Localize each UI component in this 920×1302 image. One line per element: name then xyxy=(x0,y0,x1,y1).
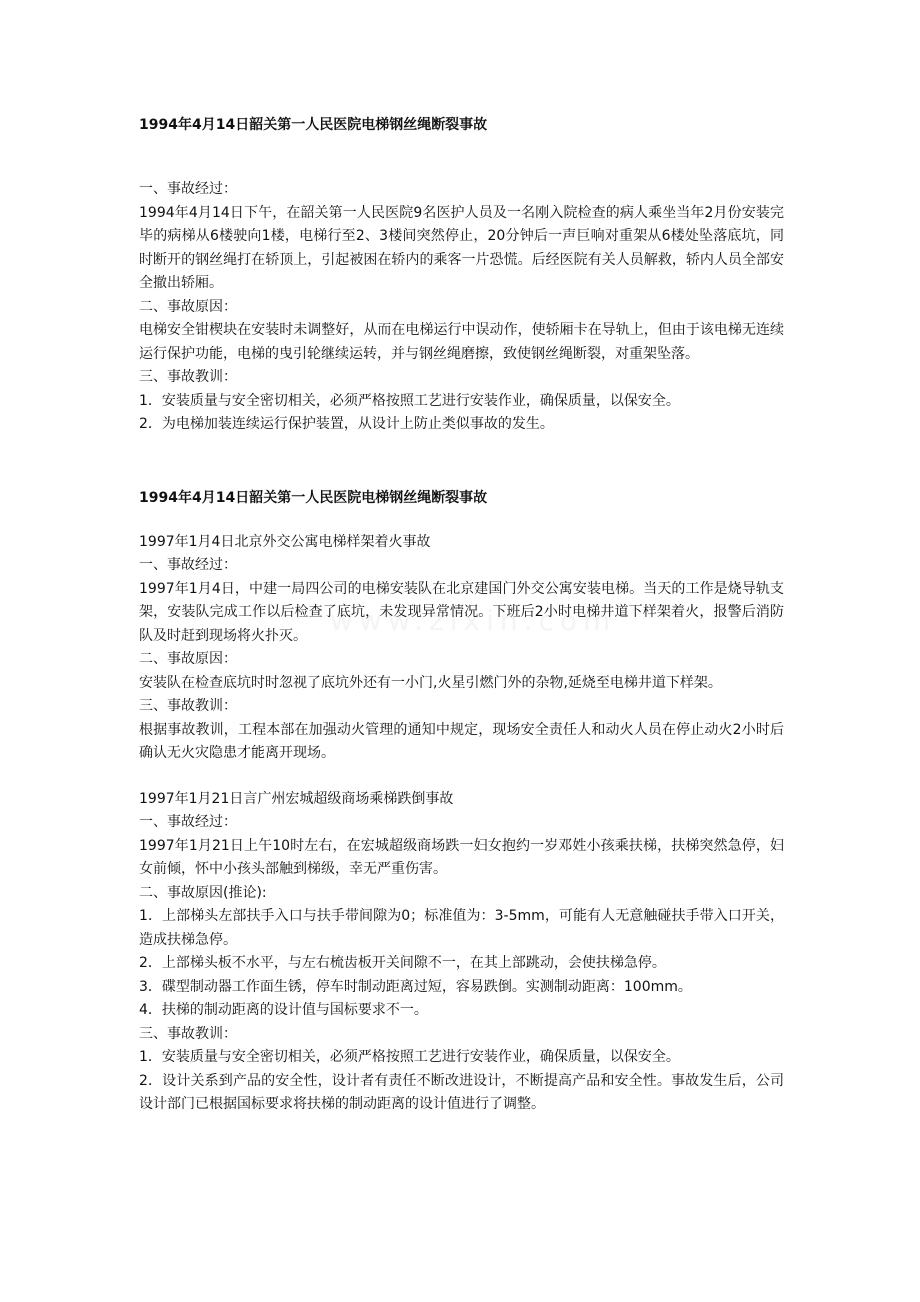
section1-lesson-1: 1．安装质量与安全密切相关，必须严格按照工艺进行安装作业，确保质量，以保安全。 xyxy=(139,392,680,409)
section3-subtitle: 1997年1月21日言广州宏城超级商场乘梯跌倒事故 xyxy=(139,790,454,807)
section2-heading-lesson: 三、事故教训： xyxy=(139,698,237,714)
section1-lesson-2: 2．为电梯加装连续运行保护装置，从设计上防止类似事故的发生。 xyxy=(139,416,554,432)
section3-heading-cause: 二、事故原因(推论): xyxy=(139,884,267,901)
section2-subtitle: 1997年1月4日北京外交公寓电梯样架着火事故 xyxy=(139,533,431,550)
section3-heading-process: 一、事故经过： xyxy=(139,814,237,830)
section1-cause-text: 电梯安全钳楔块在安装时未调整好，从而在电梯运行中误动作，使轿厢卡在导轨上，但由于该电梯无连续运行保护功能，电梯的曳引轮继续运转，并与钢丝绳磨擦，致使钢丝绳断裂，对重架坠落。 xyxy=(139,322,784,362)
section3-heading-lesson: 三、事故教训： xyxy=(139,1025,237,1042)
section3-cause-2: 2．上部梯头板不水平，与左右梳齿板开关间隙不一，在其上部跳动，会使扶梯急停。 xyxy=(139,955,666,971)
document-page xyxy=(139,114,784,1117)
section3-process-text: 1997年1月21日上午10时左右，在宏城超级商场跌一妇女抱约一岁邓姓小孩乘扶梯，扶梯突然急停，妇女前倾，怀中小孩头部触到梯级，幸无严重伤害。 xyxy=(139,837,784,877)
section2-heading-cause: 二、事故原因： xyxy=(139,651,237,667)
section1-title: 1994年4月14日韶关第一人民医院电梯钢丝绳断裂事故 xyxy=(139,117,488,133)
section2-process-text: 1997年1月4日，中建一局四公司的电梯安装队在北京建国门外交公寓安装电梯。当天的工作是烧导轨支架，安装队完成工作以后检查了底坑，未发现异常情况。下班后2小时电梯井道下样架着火，报警后消防队及时赶到现场将火扑灭。 xyxy=(139,580,784,644)
section2-cause-text: 安装队在检查底坑时时忽视了底坑外还有一小门,火星引燃门外的杂物,延烧至电梯井道下样架。 xyxy=(139,674,722,691)
section1-body xyxy=(139,178,784,437)
section1-heading-process: 一、事故经过： xyxy=(139,181,237,197)
section3-lesson-2: 2．设计关系到产品的安全性，设计者有责任不断改进设计，不断提高产品和安全性。事故发生后，公司设计部门已根据国标要求将扶梯的制动距离的设计值进行了调整。 xyxy=(139,1072,784,1112)
section2-lesson-text: 根据事故教训，工程本部在加强动火管理的通知中规定，现场安全责任人和动火人员在停止动火2小时后确认无火灾隐患才能离开现场。 xyxy=(139,721,784,761)
section3-cause-1: 1．上部梯头左部扶手入口与扶手带间隙为0；标准值为：3-5mm，可能有人无意触碰扶手带入口开关，造成扶梯急停。 xyxy=(139,908,784,948)
section1-heading-cause: 二、事故原因： xyxy=(139,298,237,315)
section1-process-text: 1994年4月14日下午，在韶关第一人民医院9名医护人员及一名刚入院检查的病人乘坐当年2月份安装完毕的病梯从6楼驶向1楼，电梯行至2、3楼间突然停止，20分钟后一声巨响对重架从6楼处坠落底坑，同时断开的钢丝绳打在轿顶上，引起被困在轿内的乘客一片恐慌。后经医院有关人员解救，轿内人员全部安全撤出轿厢。 xyxy=(139,204,784,291)
section3-cause-4: 4．扶梯的制动距离的设计值与国标要求不一。 xyxy=(139,1002,428,1018)
section2-heading-process: 一、事故经过： xyxy=(139,557,237,573)
section2-body xyxy=(139,531,784,766)
section1-heading-lesson: 三、事故教训： xyxy=(139,369,237,385)
section3-lesson-1: 1．安装质量与安全密切相关，必须严格按照工艺进行安装作业，确保质量，以保安全。 xyxy=(139,1049,680,1065)
section3-body xyxy=(139,788,784,1117)
section3-cause-3: 3．碟型制动器工作面生锈，停车时制动距离过短，容易跌倒。实测制动距离：100mm。 xyxy=(139,978,692,995)
section2-title: 1994年4月14日韶关第一人民医院电梯钢丝绳断裂事故 xyxy=(139,489,488,506)
